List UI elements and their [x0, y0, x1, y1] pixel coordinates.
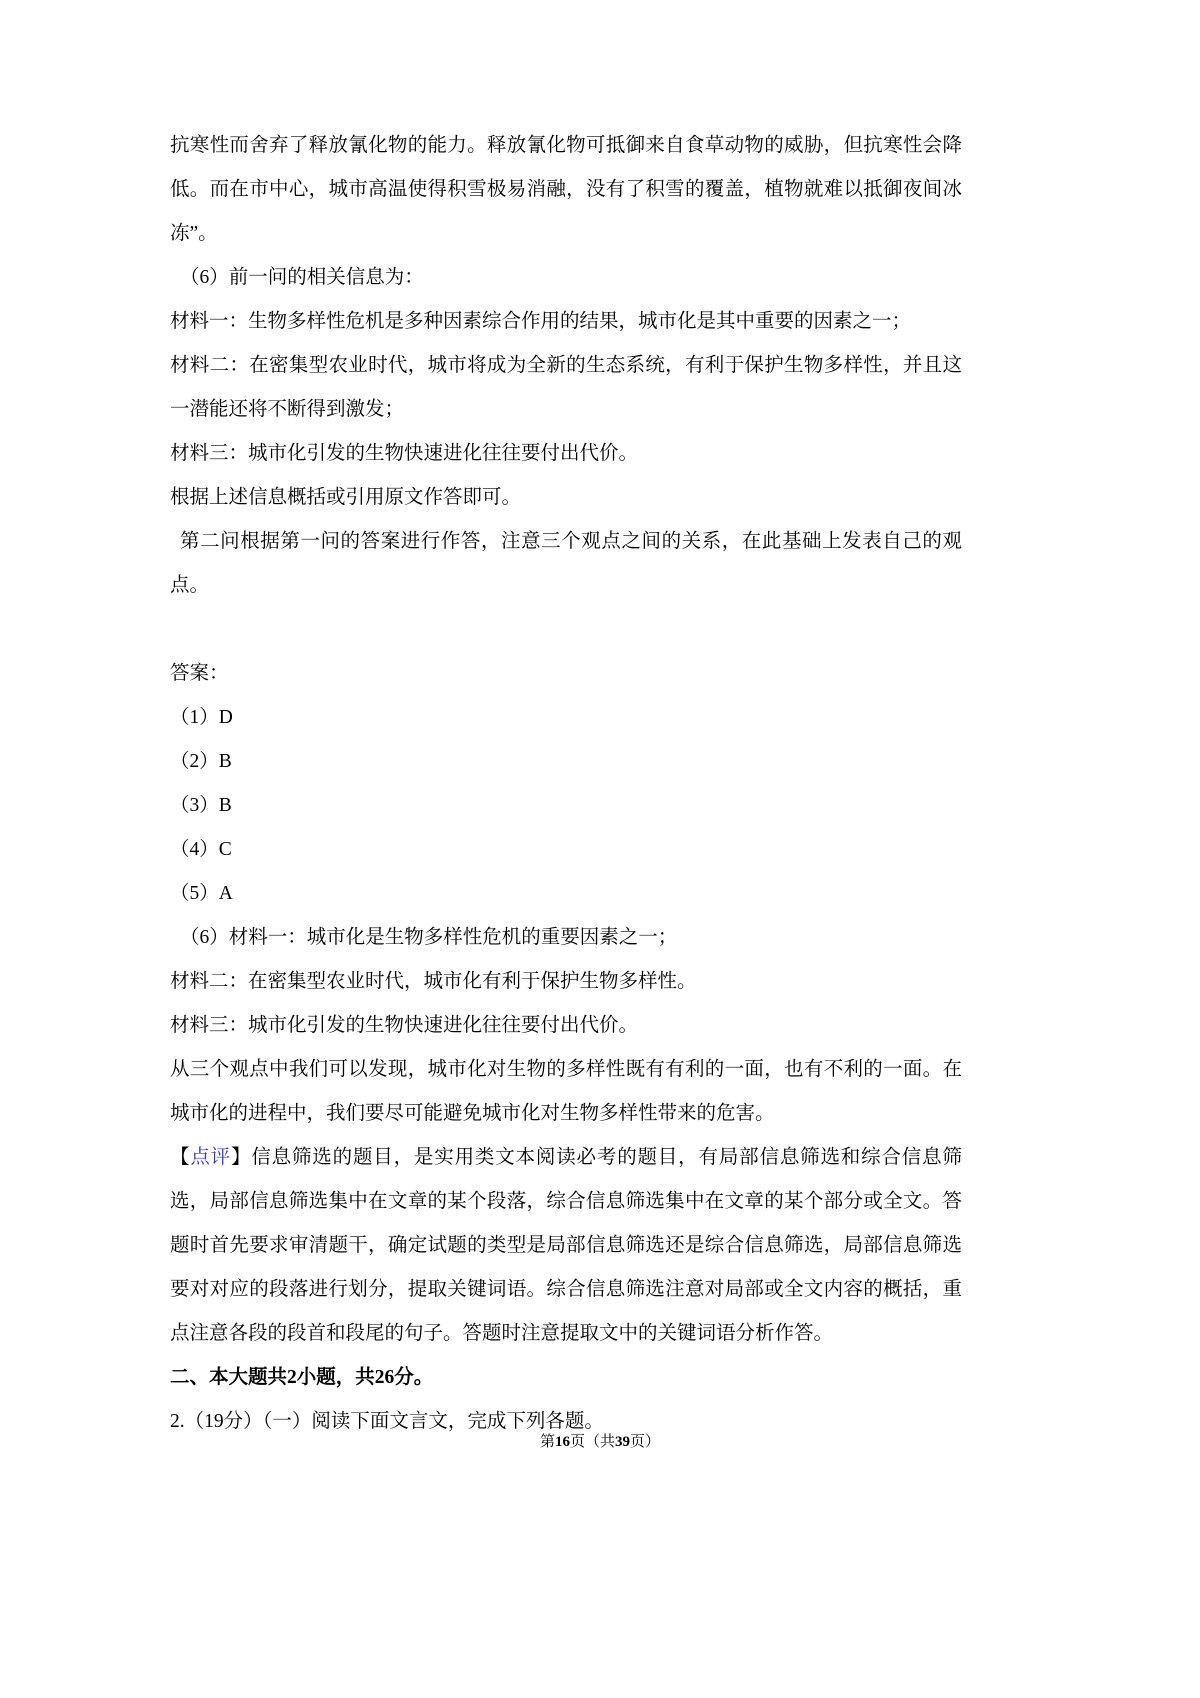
footer-page-number: 16	[554, 1434, 570, 1450]
review-bracket-close: 】	[230, 1147, 252, 1168]
explanation-paragraph: 材料一：生物多样性危机是多种因素综合作用的结果，城市化是其中重要的因素之一；	[170, 311, 912, 332]
answer6-paragraph: 材料三：城市化引发的生物快速进化往往要付出代价。	[170, 1015, 639, 1036]
review-label: 点评	[190, 1147, 231, 1168]
explanation-paragraph: 材料三：城市化引发的生物快速进化往往要付出代价。	[170, 443, 639, 464]
answer6-paragraph: 从三个观点中我们可以发现，城市化对生物的多样性既有有利的一面，也有不利的一面。在城市化的进程中，我们要尽可能避免城市化对生物多样性带来的危害。	[170, 1059, 962, 1124]
footer-text: 页）	[630, 1434, 661, 1450]
explanation-paragraph: 抗寒性而舍弃了释放氰化物的能力。释放氰化物可抵御来自食草动物的威胁，但抗寒性会降低。而在市中心，城市高温使得积雪极易消融，没有了积雪的覆盖，植物就难以抵御夜间冰冻”。	[170, 135, 962, 244]
footer-text: 第	[539, 1434, 555, 1450]
answers-label: 答案：	[170, 663, 229, 684]
answer-line: （4）C	[170, 839, 232, 860]
footer-total-pages: 39	[615, 1434, 630, 1450]
page-footer	[0, 1430, 1200, 1454]
answer-line: （2）B	[170, 751, 232, 772]
explanation-paragraph: 材料二：在密集型农业时代，城市将成为全新的生态系统，有利于保护生物多样性，并且这一潜能还将不断得到激发；	[170, 355, 962, 420]
blank-line	[170, 608, 962, 652]
review-paragraph	[170, 1136, 962, 1356]
section-heading: 二、本大题共2小题，共26分。	[170, 1367, 434, 1388]
answer-line: （5）A	[170, 883, 233, 904]
review-bracket-open: 【	[170, 1147, 191, 1168]
review-text: 信息筛选的题目，是实用类文本阅读必考的题目，有局部信息筛选和综合信息筛选，局部信息筛选集中在文章的某个段落，综合信息筛选集中在文章的某个部分或全文。答题时首先要求审清题干，确定试题的类型是局部信息筛选还是综合信息筛选，局部信息筛选要对对应的段落进行划分，提取关键词语。综合信息筛选注意对局部或全文内容的概括，重点注意各段的段首和段尾的句子。答题时注意提取文中的关键词语分析作答。	[170, 1147, 962, 1344]
answer6-paragraph: （6）材料一：城市化是生物多样性危机的重要因素之一；	[180, 927, 678, 948]
question-line: 2.（19分）（一）阅读下面文言文，完成下列各题。	[170, 1411, 604, 1432]
answer-line: （3）B	[170, 795, 232, 816]
answer6-paragraph: 材料二：在密集型农业时代，城市化有利于保护生物多样性。	[170, 971, 697, 992]
explanation-paragraph: 根据上述信息概括或引用原文作答即可。	[170, 487, 522, 508]
explanation-paragraph: （6）前一问的相关信息为：	[180, 267, 424, 288]
answer-line: （1）D	[170, 707, 233, 728]
explanation-paragraph: 第二问根据第一问的答案进行作答，注意三个观点之间的关系，在此基础上发表自己的观点。	[170, 531, 962, 596]
footer-text: 页（共	[569, 1434, 615, 1450]
